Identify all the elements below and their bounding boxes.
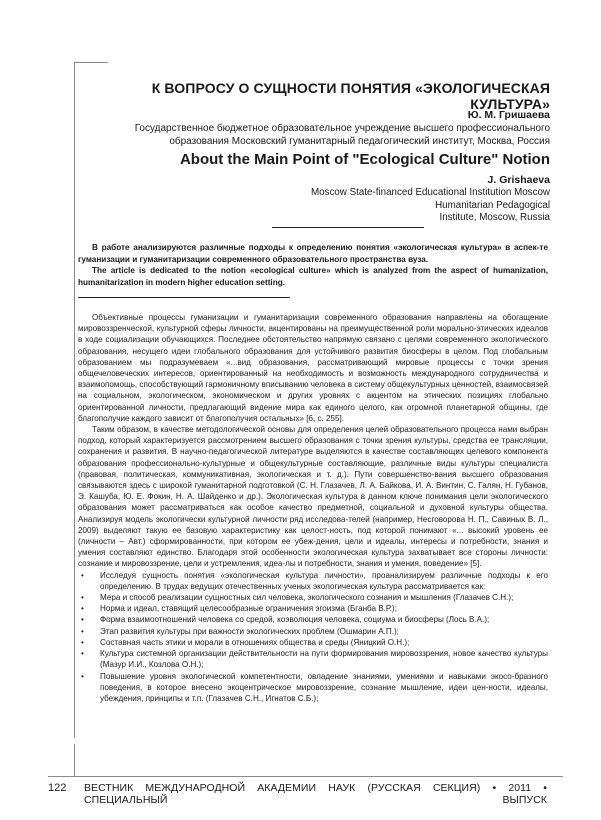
body-paragraph-1: Объективные процессы гуманизации и гуманитаризации современного образования направлены на обогащение мировоззренческой, культурной сферы личности, акцентированы на преимущественной роли морально-этических идеалов в ходе социализации обучающихся. Последнее обстоятельство напрямую связано с целями современного экологического образования, несущего идеи глобального образования для устойчивого развития биосферы в целом. Под глобальным образованием мы подразумеваем «...вид образования, рассматривающий мировые процессы с точки зрения общечеловеческих интересов, ориентированный на необходимость и возможность международного сотрудничества и взаимопомощь, способствующий гармоничному вписыванию человека в систему общекультурных ценностей, взаимосвязей на социальном, экологическом, экономическом и других уровнях с акцентом на этических позициях глобально ориентированной личности, предлагающий видение мира как единого целого, как огромной планетарной общины, где благополучие каждого зависит от благополучия остальных» [6, с. 255]. [78,313,548,423]
affiliation-ru-line: Государственное бюджетное образовательное учреждение высшего профессионального [134,123,550,134]
bottom-margin-rule [74,744,75,776]
list-item: • Исследуя сущность понятия «экологическая культура личности», проанализируем различные подходы к его определению. В трудах ведущих отечественных ученых экологическая культура рассматривается как: [81,570,548,591]
body-paragraph-2: Таким образом, в качестве методологической основы для определения целей образовательного процесса нами выбран подход, который характеризуется рассмотрением высшего образования с точки зрения культуры, средства ее трансляции, сохранения и развития. В научно-педагогической литературе выделяются в качестве составляющих целевого компонента образования профессионально-культурные и общекультурные составляющие, различные виды культуры специалиста (правовая, политическая, коммуникативная, экологическая и т. д.). Пути совершенство-вания высшего образования связываются здесь с широкой гуманитарной подготовкой (С. Н. Глазачев, Л. А. Байкова, И. А. Винтин, С. Галян, Н. Губанов, Э. Кашуба, Ю. Е. Фокин, Н. А. Шайденко и др.). Экологическая культура в данном ключе понимания цели экологического образования может рассматриваться как особое качество предметной, социальной и духовной культуры общества. Анализируя модель экологически культурной личности ряд исследова-телей (например, Несговорова Н. П., Савиных В. Л., 2009) выделяют такую ее базовую характеристику как целост-ность, под которой понимают «... высокий уровень ее (личности – Авт.) сформированности, при котором ее убеж-дения, цели и идеалы, интересы и потребности, знания и умения составляют единство. Благодаря этой особенности экологическая культура захватывает все стороны личности: сознание и мировоззрение, цели и устремления, идеа-лы и потребности, знания и умения, поведение» [5]. [78,425,548,569]
running-title: ВЕСТНИК МЕЖДУНАРОДНОЙ АКАДЕМИИ НАУК (РУССКАЯ СЕКЦИЯ) • 2011 • СПЕЦИАЛЬНЫЙ ВЫПУСК [84,782,547,806]
list-item: • Этап развития культуры при важности экологических проблем (Ошмарин А.П.); [81,626,399,636]
definitions-list [78,570,548,704]
top-corner-rule [74,62,108,63]
abstract-separator [78,297,290,298]
list-item: • Составная часть этики и морали в отношениях общества и среды (Яницкий О.Н.); [81,637,410,647]
bullet-icon: • [81,626,84,636]
affiliation-en-line: Moscow State-financed Educational Institution Moscow Humanitarian Pedagogical [310,187,550,211]
list-item: • Культура системной организации действительности на пути формирования мировоззрения, новое качество культуры (Мазур И.И., Козлова О.Н.); [81,649,548,670]
bullet-icon: • [81,615,84,625]
bullet-icon: • [81,637,84,647]
article-title-ru: К ВОПРОСУ О СУЩНОСТИ ПОНЯТИЯ «ЭКОЛОГИЧЕСКАЯ КУЛЬТУРА» [151,80,550,112]
footer-rule [48,776,563,777]
abstract-ru: В работе анализируются различные подходы к определению понятия «экологическая культура» в аспек-те гуманизации и гуманитаризации современного образовательного пространства вуза. [78,243,548,264]
author-name-en: J. Grishaeva [487,174,550,186]
affiliation-en-line: Institute, Moscow, Russia [439,212,550,223]
affiliation-en [250,187,550,225]
abstract-en: The article is dedicated to the notion «ecological culture» which is analyzed from the aspect of humanization, humanitarization in modern higher education setting. [78,266,548,287]
list-item: • Форма взаимоотношений человека со средой, коэволюция человека, социума и биосферы (Лось В.А.); [81,615,490,625]
article-title-en: About the Main Point of "Ecological Culture" Notion [179,151,550,168]
list-item: • Норма и идеал, ставящий целесообразные ограничения эгоизма (Бганба В.Р.); [81,604,397,614]
list-item: • Мера и способ реализации сущностных сил человека, экологического сознания и мышления (Глазачев С.Н.); [81,593,514,603]
page-number: 122 [48,782,67,794]
bullet-icon: • [81,671,84,681]
bullet-icon: • [81,604,84,614]
author-name-ru: Ю. М. Гришаева [467,109,550,121]
left-margin-rule [74,62,75,738]
bullet-icon: • [81,570,84,580]
list-item: • Повышение уровня экологической компетентности, овладение знаниями, умениями и навыками экосо-бразного поведения, в которое внесено экоцентрическое мировоззрение, сознание мышление, идеи цен-ности, идеалы, убеждения, принципы и т.п. (Глазачев С.Н., Игнатов С.Б.); [81,671,548,703]
abstract [78,242,548,288]
bullet-icon: • [81,593,84,603]
affiliation-ru [88,122,550,148]
bullet-icon: • [81,649,84,659]
article-body [78,312,548,704]
affiliation-ru-line: образования Московский гуманитарный педагогический институт, Москва, Россия [169,136,550,147]
header-separator [272,227,424,228]
